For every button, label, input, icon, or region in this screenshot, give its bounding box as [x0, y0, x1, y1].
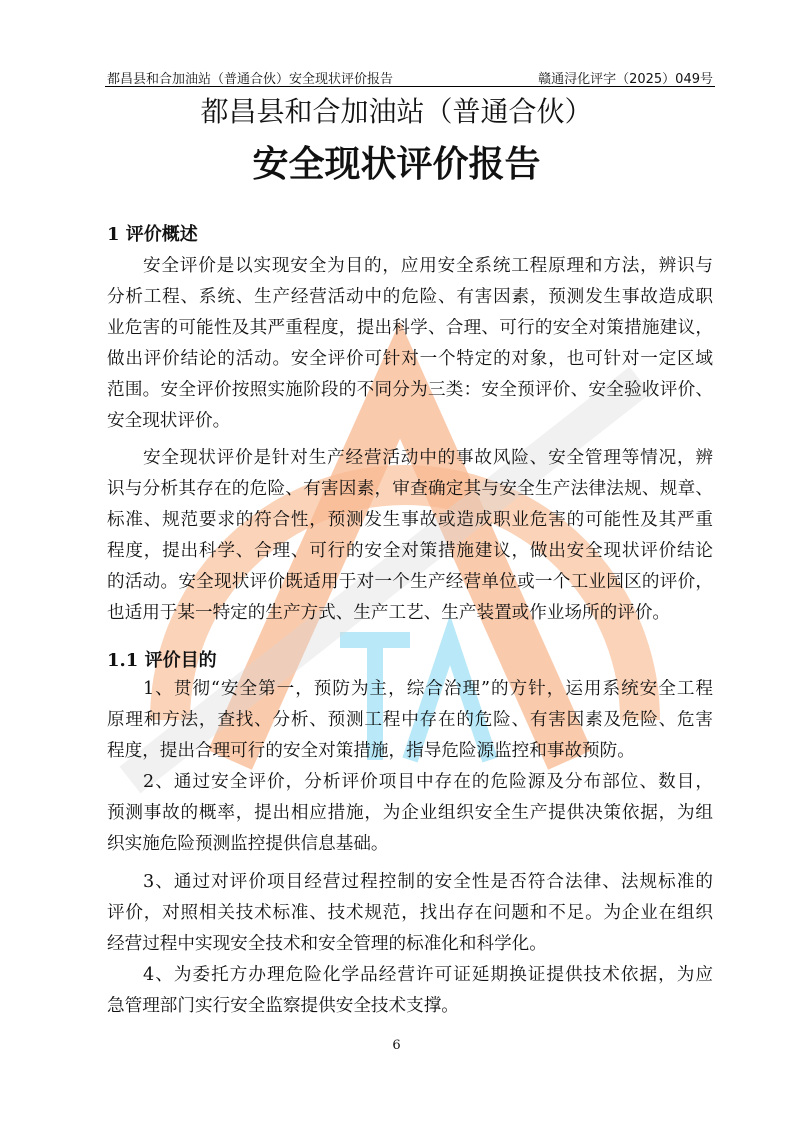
- text-line: 分析工程、系统、生产经营活动中的危险、有害因素，预测发生事故造成职: [107, 287, 713, 307]
- text-line: 安全现状评价。: [107, 411, 231, 431]
- text-line: 的活动。安全现状评价既适用于对一个生产经营单位或一个工业园区的评价，: [107, 572, 713, 592]
- text-line: 3、通过对评价项目经营过程控制的安全性是否符合法律、法规标准的: [143, 872, 713, 892]
- text-line: 急管理部门实行安全监察提供安全技术支撑。: [107, 996, 459, 1016]
- text-line: 也适用于某一特定的生产方式、生产工艺、生产装置或作业场所的评价。: [107, 603, 671, 623]
- running-header-doc-number: 赣通浔化评字（2025）049号: [538, 72, 713, 87]
- report-title-line2: 安全现状评价报告: [252, 144, 541, 185]
- report-title-line1: 都昌县和合加油站（普通合伙）: [200, 95, 593, 128]
- text-line: 范围。安全评价按照实施阶段的不同分为三类：安全预评价、安全验收评价、: [107, 380, 713, 400]
- page-number: 6: [392, 1038, 401, 1053]
- section-heading: 1 评价概述: [107, 224, 198, 245]
- text-line: 预测事故的概率，提出相应措施，为企业组织安全生产提供决策依据，为组: [107, 803, 713, 823]
- text-line: 1、贯彻“安全第一，预防为主，综合治理”的方针，运用系统安全工程: [143, 679, 713, 699]
- text-line: 4、为委托方办理危险化学品经营许可证延期换证提供技术依据，为应: [143, 965, 713, 985]
- text-line: 原理和方法，查找、分析、预测工程中存在的危险、有害因素及危险、危害: [107, 710, 713, 730]
- text-line: 评价，对照相关技术标准、技术规范，找出存在问题和不足。为企业在组织: [107, 903, 713, 923]
- header-rule: [105, 86, 715, 87]
- text-line: 标准、规范要求的符合性，预测发生事故或造成职业危害的可能性及其严重: [107, 510, 713, 530]
- text-line: 安全现状评价是针对生产经营活动中的事故风险、安全管理等情况，辨: [143, 448, 713, 468]
- text-line: 做出评价结论的活动。安全评价可针对一个特定的对象，也可针对一定区域: [107, 349, 713, 369]
- text-line: 程度，提出科学、合理、可行的安全对策措施建议，做出安全现状评价结论: [107, 541, 713, 561]
- text-line: 织实施危险预测监控提供信息基础。: [107, 834, 389, 854]
- text-line: 经营过程中实现安全技术和安全管理的标准化和科学化。: [107, 934, 547, 954]
- text-line: 2、通过安全评价，分析评价项目中存在的危险源及分布部位、数目，: [143, 772, 713, 792]
- text-line: 业危害的可能性及其严重程度，提出科学、合理、可行的安全对策措施建议，: [107, 318, 713, 338]
- text-line: 识与分析其存在的危险、有害因素，审查确定其与安全生产法律法规、规章、: [107, 479, 713, 499]
- text-line: 程度，提出合理可行的安全对策措施，指导危险源监控和事故预防。: [107, 741, 635, 761]
- text-line: 安全评价是以实现安全为目的，应用安全系统工程原理和方法，辨识与: [143, 256, 713, 276]
- subsection-heading: 1.1 评价目的: [107, 650, 217, 671]
- running-header-title: 都昌县和合加油站（普通合伙）安全现状评价报告: [107, 72, 394, 87]
